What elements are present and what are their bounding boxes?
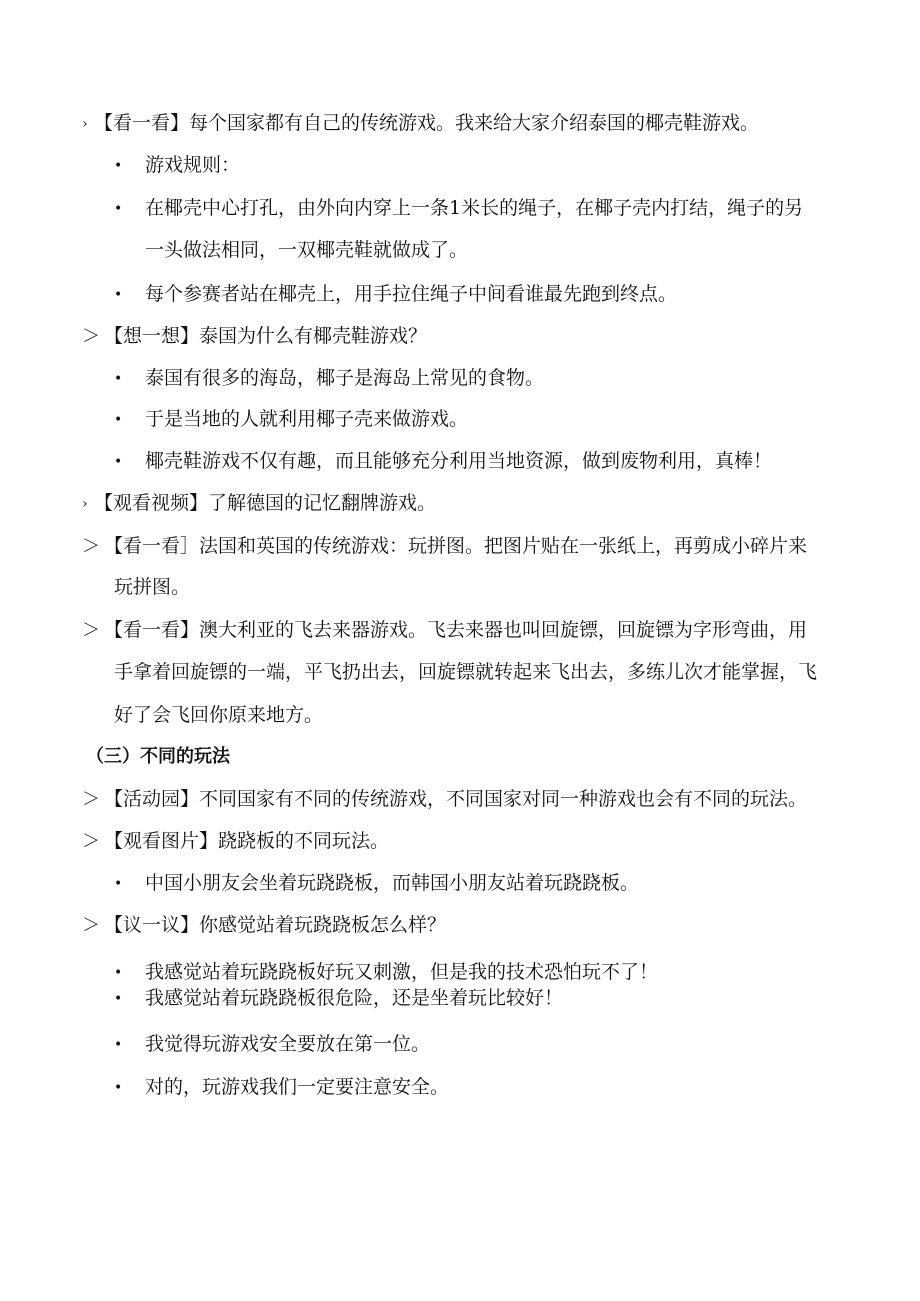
bullet-icon: • <box>114 965 123 981</box>
bullet-icon: • <box>114 1080 123 1096</box>
bullet-icon: • <box>114 158 123 174</box>
paragraph-text: 手拿着回旋镖的一端，平飞扔出去，回旋镖就转起来飞出去，多练儿次才能掌握，飞 <box>114 661 818 683</box>
arrow-marker-icon: ＞ <box>82 326 100 347</box>
list-item-reply-2 <box>114 989 563 1008</box>
paragraph-text: 【想一想】泰国为什么有椰壳鞋游戏？ <box>104 325 428 347</box>
bullet-icon: • <box>114 201 123 217</box>
paragraph-text: 【看一看】每个国家都有自己的传统游戏。我来给大家介绍泰国的椰壳鞋游戏。 <box>94 112 760 134</box>
paragraph-video <box>82 494 436 513</box>
paragraph-discuss <box>82 916 446 935</box>
list-item-text: 我感觉站着玩跷跷板很危险，还是坐着玩比较好！ <box>145 987 564 1009</box>
paragraph-text: 【看一看］法国和英国的传统游戏：玩拼图。把图片贴在一张纸上，再剪成小碎片来 <box>104 535 808 557</box>
bullet-icon: • <box>114 1037 123 1053</box>
paragraph-text: 玩拼图。 <box>114 576 191 598</box>
paragraph-look-france <box>82 537 807 556</box>
list-item-rules-label <box>114 156 240 175</box>
list-item-answer-2 <box>114 410 468 429</box>
list-item-text: 一头做法相同，一双椰壳鞋就做成了。 <box>145 239 469 261</box>
arrow-marker-icon: › <box>82 116 88 132</box>
list-item-rule-1 <box>114 199 803 218</box>
paragraph-text: 【活动园】不同国家有不同的传统游戏，不同国家对同一种游戏也会有不同的玩法。 <box>104 788 808 810</box>
list-item-answer-3 <box>114 452 772 471</box>
list-item-answer-1 <box>114 369 544 388</box>
section-heading: （三）不同的玩法 <box>86 746 230 767</box>
list-item-text: 泰国有很多的海岛，椰子是海岛上常见的食物。 <box>145 367 545 389</box>
arrow-marker-icon: ＞ <box>82 536 100 557</box>
bullet-icon: • <box>114 412 123 428</box>
arrow-marker-icon: ＞ <box>82 915 100 936</box>
bullet-icon: • <box>114 371 123 387</box>
arrow-marker-icon: ＞ <box>82 620 100 641</box>
list-item-text: 中国小朋友会坐着玩跷跷板，而韩国小朋友站着玩跷跷板。 <box>145 872 640 894</box>
list-item-text: 我感觉站着玩跷跷板好玩又刺激，但是我的技术恐怕玩不了！ <box>145 961 659 983</box>
list-item-text: 于是当地的人就利用椰子壳来做游戏。 <box>145 408 469 430</box>
paragraph-think <box>82 327 427 346</box>
list-item-text: 游戏规则： <box>145 154 241 176</box>
list-item-reply-4 <box>114 1078 449 1097</box>
paragraph-look-france-continued <box>114 578 190 597</box>
paragraph-text: 【议一议】你感觉站着玩跷跷板怎么样？ <box>104 914 447 936</box>
list-item-text: 椰壳鞋游戏不仅有趣，而且能够充分利用当地资源，做到废物利用，真棒！ <box>145 450 773 472</box>
list-item-reply-1 <box>114 963 658 982</box>
bullet-icon: • <box>114 454 123 470</box>
paragraph-look-australia-continued-2 <box>114 706 323 725</box>
list-item-reply-3 <box>114 1035 430 1054</box>
paragraph-pictures <box>82 832 389 851</box>
arrow-marker-icon: ＞ <box>82 789 100 810</box>
list-item-picture-note <box>114 874 639 893</box>
bullet-icon: • <box>114 991 123 1007</box>
arrow-marker-icon: › <box>82 496 88 512</box>
paragraph-text: 【观看视频】了解德国的记忆翻牌游戏。 <box>94 492 437 514</box>
arrow-marker-icon: ＞ <box>82 831 100 852</box>
paragraph-text: 好了会飞回你原来地方。 <box>114 704 324 726</box>
paragraph-look-australia-continued-1 <box>114 663 817 682</box>
list-item-text: 我觉得玩游戏安全要放在第一位。 <box>145 1033 431 1055</box>
list-item-text: 每个参赛者站在椰壳上，用手拉住绳子中间看谁最先跑到终点。 <box>145 283 678 305</box>
paragraph-text: 【观看图片】跷跷板的不同玩法。 <box>104 830 390 852</box>
paragraph-look-australia <box>82 621 807 640</box>
bullet-icon: • <box>114 876 123 892</box>
list-item-text: 在椰壳中心打孔，由外向内穿上一条1米长的绳子，在椰子壳内打结，绳子的另 <box>145 197 804 219</box>
list-item-text: 对的，玩游戏我们一定要注意安全。 <box>145 1076 450 1098</box>
paragraph-look-thailand <box>82 114 759 133</box>
paragraph-text: 【看一看】澳大利亚的飞去来器游戏。飞去来器也叫回旋镖，回旋镖为字形弯曲，用 <box>104 619 808 641</box>
bullet-icon: • <box>114 287 123 303</box>
list-item-rule-1-continued <box>145 241 468 260</box>
paragraph-activity <box>82 790 807 809</box>
list-item-rule-2 <box>114 285 677 304</box>
